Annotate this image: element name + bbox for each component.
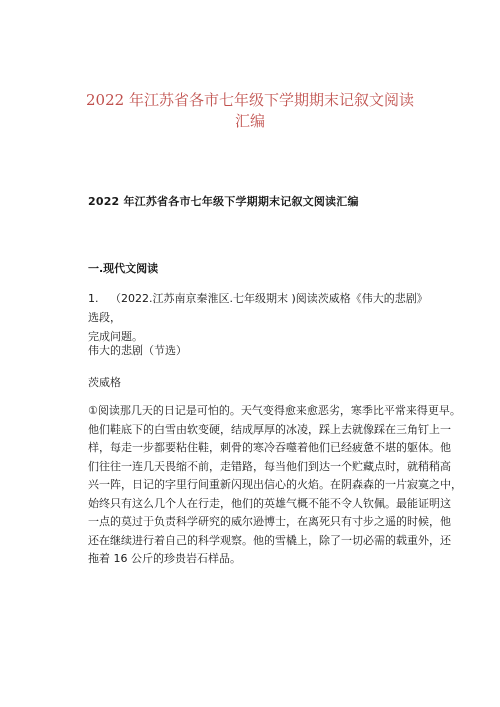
question-number: 1. (88, 292, 99, 305)
paragraph-line: 还在继续进行着自己的科学观察。他的雪橇上，除了一切必需的载重外，还 (88, 533, 451, 547)
cover-title-line-2: 汇编 (234, 112, 265, 130)
question-1 (88, 289, 428, 346)
paragraph-line: 兴一阵，日记的字里行间重新闪现出信心的火焰。在阴森森的一片寂寞之中， (88, 478, 462, 491)
paragraph-line: 他们鞋底下的白雪由软变硬，结成厚厚的冰凌，踩上去就像踩在三角钉上一 (88, 422, 451, 436)
paragraph-line: 样，每走一步都要粘住鞋，刺骨的寒冷吞噬着他们已经疲惫不堪的躯体。他 (88, 441, 451, 454)
passage-paragraph-1 (88, 402, 462, 569)
question-line-1 (88, 289, 428, 327)
cover-title (60, 90, 440, 132)
section-heading: 一.现代文阅读 (88, 262, 159, 275)
passage-author: 茨威格 (88, 376, 121, 389)
paragraph-line: 们往往一连几天畏缩不前，走错路，每当他们到达一个贮藏点时，就稍稍高 (88, 459, 451, 473)
paragraph-line: 拖着 16 公斤的珍贵岩石样品。 (88, 552, 241, 565)
question-text-1: （2022.江苏南京秦淮区.七年级期末 )阅读茨威格《伟大的悲剧》选段， (88, 292, 428, 324)
paragraph-line: ①阅读那几天的日记是可怕的。天气变得愈来愈恶劣，寒季比平常来得更早。 (88, 404, 461, 417)
cover-title-line-1: 2022 年江苏省各市七年级下学期期末记叙文阅读 (86, 91, 414, 109)
question-text-2: 完成问题。 (88, 330, 143, 343)
paragraph-line: 始终只有这么几个人在行走，他们的英雄气概不能不令人钦佩。最能证明这 (88, 496, 451, 510)
paragraph-line: 一点的莫过于负责科学研究的威尔逊博士，在离死只有寸步之遥的时候，他 (88, 515, 451, 528)
passage-title: 伟大的悲剧（节选） (88, 344, 187, 357)
document-heading: 2022 年江苏省各市七年级下学期期末记叙文阅读汇编 (88, 195, 359, 208)
